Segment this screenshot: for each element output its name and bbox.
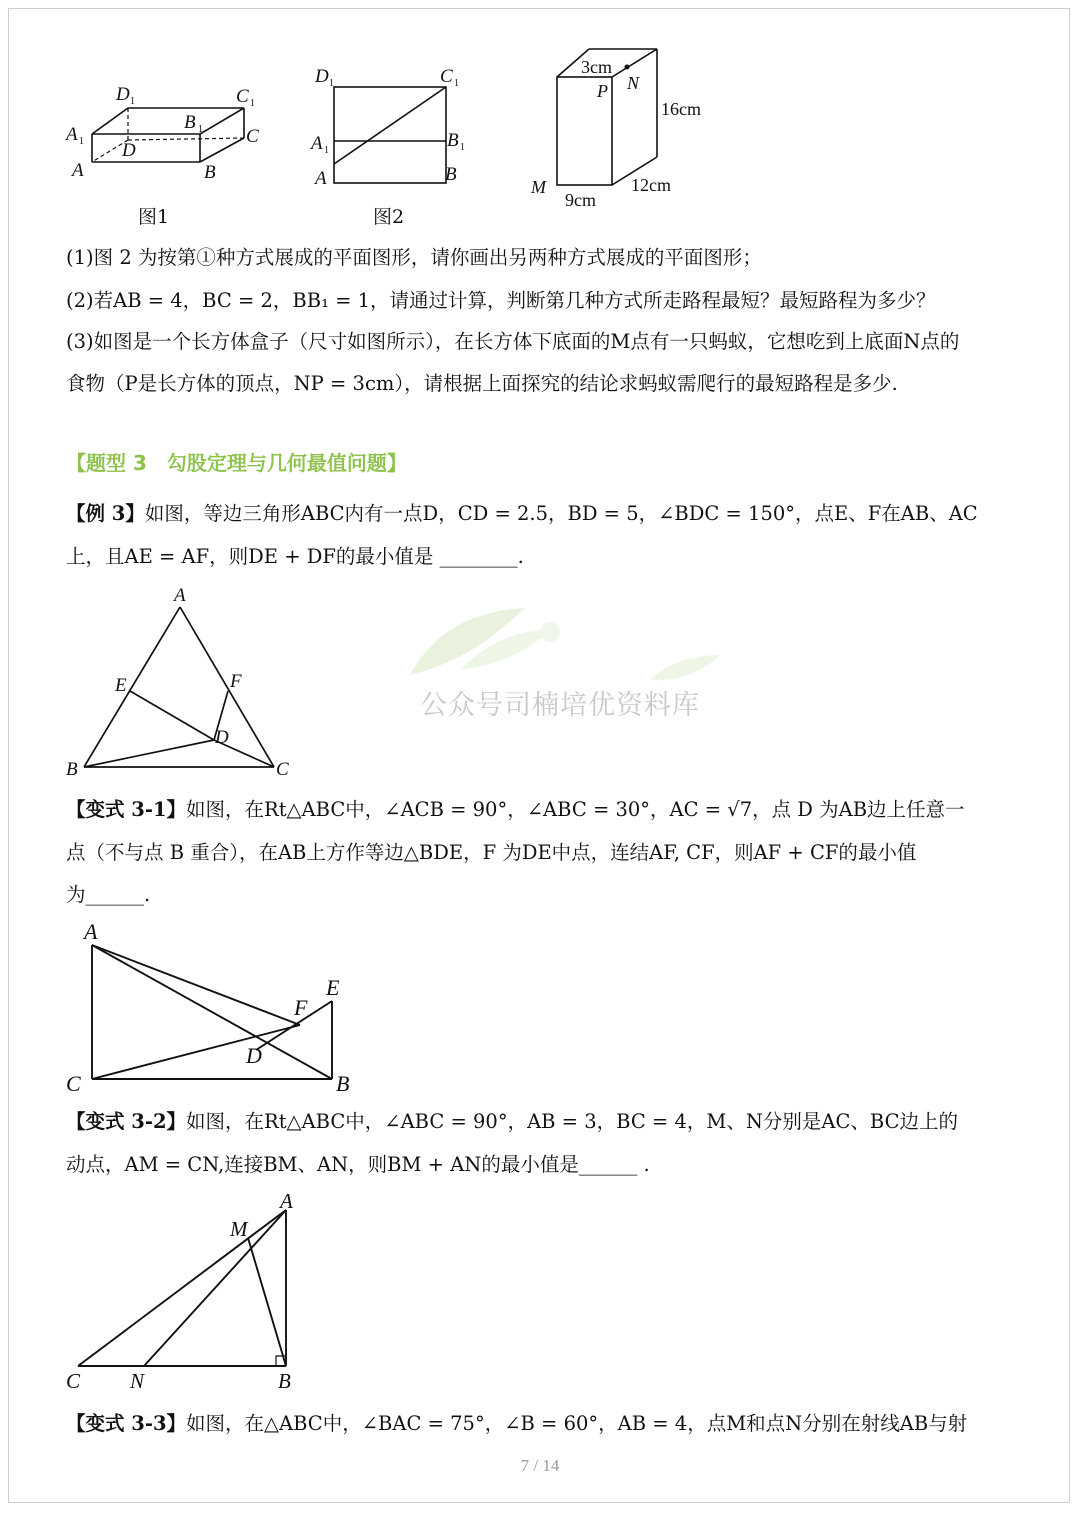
- watermark-text: 公众号司楠培优资料库: [420, 690, 700, 721]
- question-3-line-2: 食物（P是长方体的顶点，NP = 3cm），请根据上面探究的结论求蚂蚁需爬行的最短路程是多少.: [66, 372, 898, 395]
- v31-label-B: B: [336, 1071, 350, 1096]
- fig2-sub-D1: 1: [329, 78, 334, 89]
- ex3-label-D: D: [215, 727, 229, 748]
- variant-3-1-line-2: 点（不与点 B 重合），在AB上方作等边△BDE，F 为DE中点，连结AF, CF，则AF + CF的最小值: [66, 841, 917, 864]
- fig2-label-A1: A: [311, 133, 323, 154]
- fig1-label-B1: B: [184, 112, 196, 133]
- v31-label-F: F: [294, 995, 308, 1020]
- v32-label-C: C: [66, 1369, 81, 1393]
- question-3-line-1: (3)如图是一个长方体盒子（尺寸如图所示），在长方体下底面的M点有一只蚂蚁，它想吃到上底面N点的: [66, 330, 960, 353]
- box-label-N: N: [627, 73, 640, 93]
- fig1-label-C1: C: [236, 86, 249, 107]
- fig1-label-A: A: [72, 160, 84, 181]
- question-2: (2)若AB = 4，BC = 2，BB₁ = 1，请通过计算，判断第几种方式所走路程最短？最短路程为多少？: [66, 289, 936, 312]
- fig1-label-C: C: [246, 126, 259, 147]
- ex3-label-C: C: [276, 759, 289, 780]
- fig2-sub-A1: 1: [324, 145, 329, 156]
- v32-label-M: M: [230, 1217, 248, 1241]
- fig1-sub-B1: 1: [198, 124, 203, 135]
- fig2-label-D1: D: [315, 66, 329, 87]
- fig1-sub-D1: 1: [130, 96, 135, 107]
- box-label-M: M: [531, 177, 546, 197]
- variant-3-1-text-1: 如图，在Rt△ABC中，∠ACB = 90°，∠ABC = 30°，AC = √7，点 D 为AB边上任意一: [186, 798, 965, 821]
- ex3-label-A: A: [174, 585, 186, 606]
- box-label-bottom: 9cm: [565, 190, 596, 210]
- v32-label-B: B: [278, 1369, 291, 1393]
- box-label-depth: 12cm: [631, 175, 671, 195]
- variant-3-3-tag: 【变式 3-3】: [66, 1412, 187, 1435]
- example-3-line-2: 上，且AE = AF，则DE + DF的最小值是 ________.: [66, 545, 524, 568]
- variant-3-2-tag: 【变式 3-2】: [66, 1110, 187, 1133]
- page-number: 7 / 14: [520, 1456, 560, 1475]
- variant-3-1-line-1: [66, 795, 1056, 825]
- fig1-label-A1: A: [66, 124, 78, 145]
- fig2-label-C1: C: [440, 66, 453, 87]
- variant-3-2-line-2: 动点，AM = CN,连接BM、AN，则BM + AN的最小值是______ .: [66, 1153, 650, 1176]
- ex3-label-F: F: [230, 671, 242, 692]
- v31-label-C: C: [66, 1071, 81, 1096]
- watermark-logo: [400, 600, 730, 690]
- figure-variant-3-2: [60, 1190, 310, 1395]
- fig2-label-A: A: [315, 168, 327, 189]
- v32-label-N: N: [130, 1369, 145, 1393]
- fig1-sub-C1: 1: [250, 98, 255, 109]
- variant-3-1-tag: 【变式 3-1】: [66, 798, 187, 821]
- v32-label-A: A: [280, 1190, 293, 1213]
- fig2-caption: 图2: [373, 206, 405, 228]
- example-3-tag: 【例 3】: [66, 502, 145, 525]
- fig1-label-B: B: [204, 162, 216, 183]
- variant-3-2-line-1: [66, 1107, 1056, 1137]
- variant-3-3-text-1: 如图，在△ABC中，∠BAC = 75°，∠B = 60°，AB = 4，点M和点N分别在射线AB与射: [186, 1412, 968, 1435]
- v31-label-D: D: [246, 1043, 262, 1068]
- v31-label-E: E: [326, 975, 340, 1000]
- figure-box: [525, 45, 715, 215]
- fig1-label-D1: D: [116, 84, 130, 105]
- box-label-top: 3cm: [581, 57, 612, 77]
- figure-example-3: [60, 585, 300, 785]
- fig2-sub-C1: 1: [454, 78, 459, 89]
- section-title: 【题型 3 勾股定理与几何最值问题】: [66, 451, 407, 475]
- example-3-line-1: [66, 499, 1056, 529]
- figure-2-unfolded: [305, 60, 475, 190]
- ex3-label-E: E: [115, 675, 127, 696]
- example-3-text-1: 如图，等边三角形ABC内有一点D，CD = 2.5，BD = 5，∠BDC = 150°，点E、F在AB、AC: [144, 502, 978, 525]
- fig1-caption: 图1: [138, 206, 170, 228]
- figure-variant-3-1: [60, 915, 370, 1100]
- fig1-label-D: D: [122, 140, 136, 161]
- variant-3-3-line-1: [66, 1409, 1056, 1439]
- variant-3-1-line-3: 为______.: [66, 883, 151, 906]
- question-1: (1)图 2 为按第①种方式展成的平面图形，请你画出另两种方式展成的平面图形；: [66, 246, 762, 269]
- box-label-P: P: [597, 81, 608, 101]
- fig2-label-B1: B: [447, 130, 459, 151]
- figure-1-cuboid: [60, 78, 280, 203]
- ex3-label-B: B: [66, 759, 78, 780]
- box-label-height: 16cm: [661, 99, 701, 119]
- fig2-sub-B1: 1: [460, 142, 465, 153]
- variant-3-2-text-1: 如图，在Rt△ABC中，∠ABC = 90°，AB = 3，BC = 4，M、N分别是AC、BC边上的: [186, 1110, 959, 1133]
- fig2-label-B: B: [445, 164, 457, 185]
- fig1-sub-A1: 1: [79, 136, 84, 147]
- v31-label-A: A: [84, 919, 98, 944]
